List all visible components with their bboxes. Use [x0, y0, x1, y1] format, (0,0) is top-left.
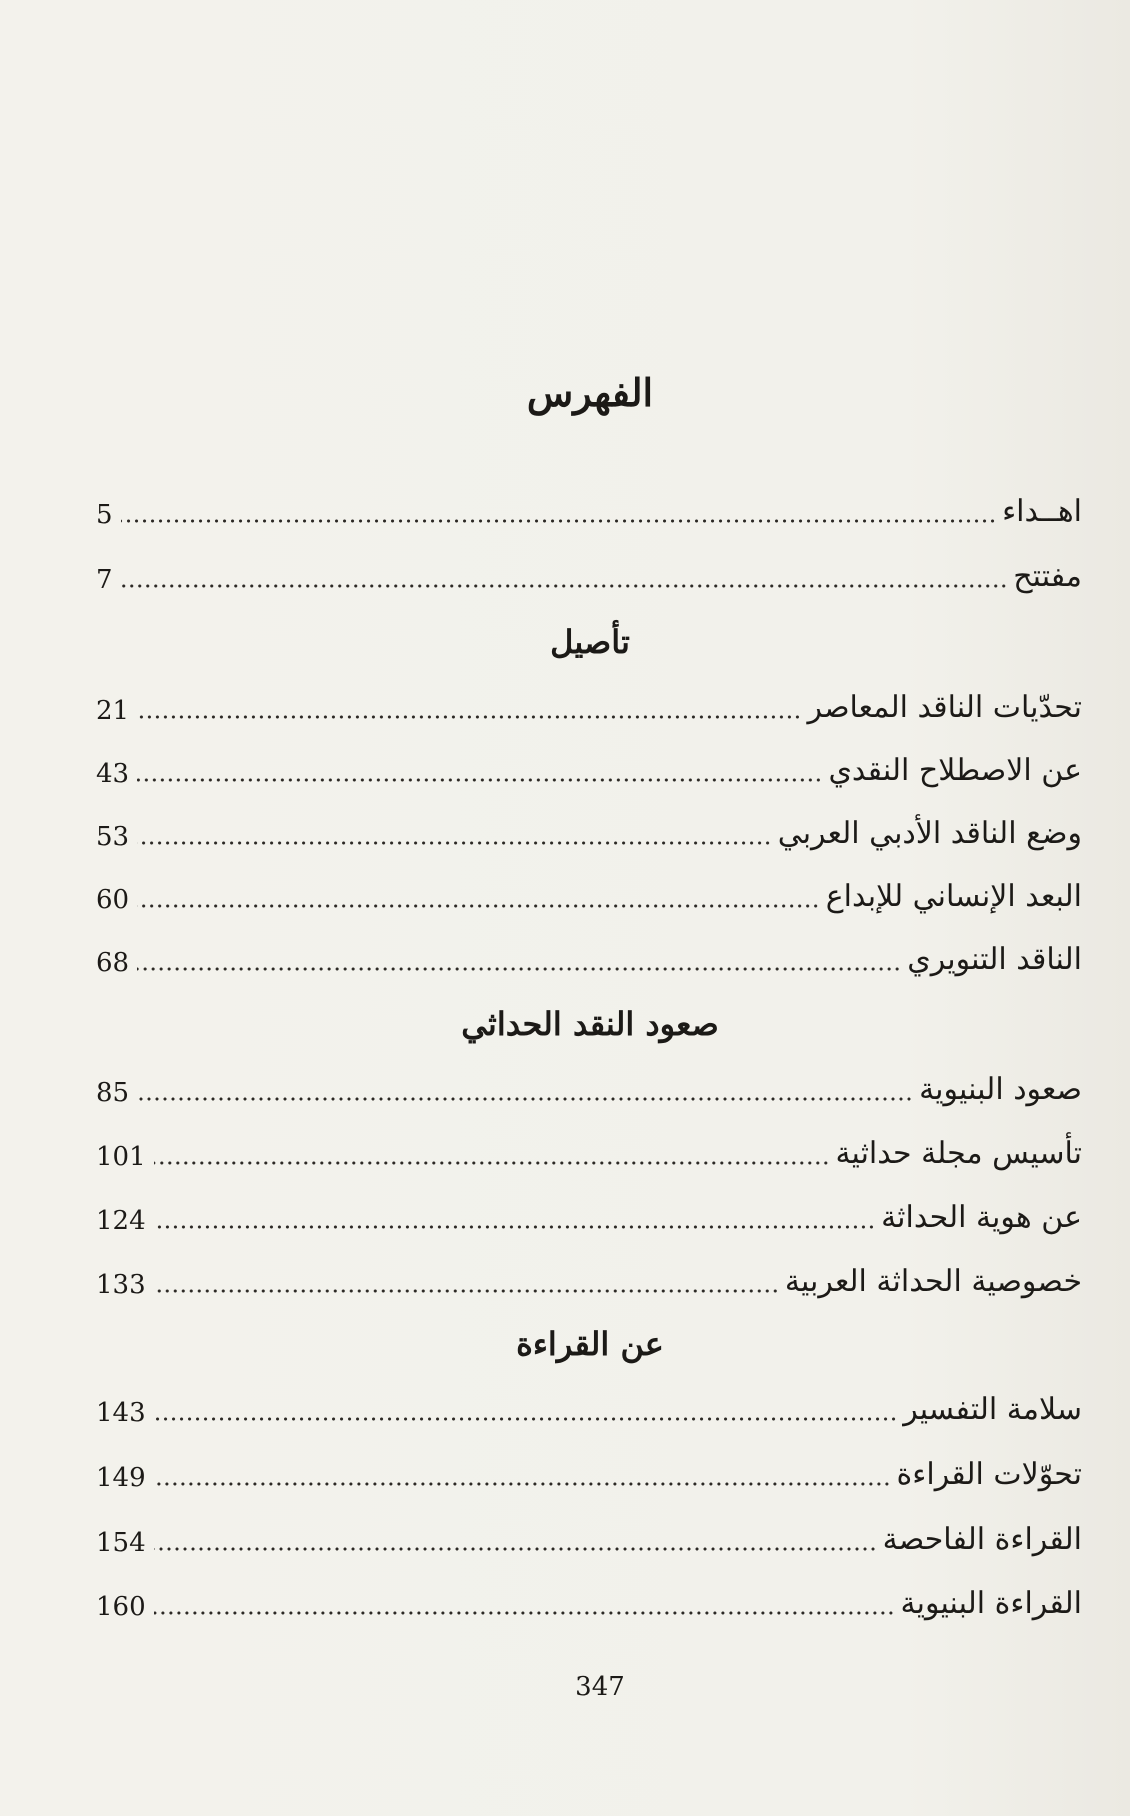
page-number: 85: [96, 1078, 130, 1108]
dot-leader: [154, 1288, 779, 1294]
toc-entry: [96, 1388, 1082, 1428]
entry-title: تحدّيات الناقد المعاصر: [807, 690, 1082, 725]
toc-entry: [96, 1518, 1082, 1558]
entry-title: تأسيس مجلة حداثية: [835, 1136, 1082, 1171]
entry-title: عن الاصطلاح النقدي: [828, 753, 1082, 788]
entry-title: القراءة البنيوية: [900, 1586, 1082, 1621]
toc-entry: [96, 1453, 1082, 1493]
toc-entry: [96, 749, 1082, 789]
dot-leader: [154, 1416, 898, 1422]
dot-leader: [137, 903, 820, 909]
page-number: 5: [96, 500, 113, 530]
entry-title: اهــداء: [1002, 494, 1082, 529]
dot-leader: [137, 777, 822, 783]
dot-leader: [137, 966, 901, 972]
page-number: 143: [96, 1398, 146, 1428]
page-number: 21: [96, 696, 130, 726]
dot-leader: [154, 1481, 891, 1487]
toc-entry: [96, 490, 1082, 530]
page-number: 133: [96, 1270, 146, 1300]
dot-leader: [137, 840, 772, 846]
dot-leader: [154, 1160, 830, 1166]
entry-title: الناقد التنويري: [907, 942, 1082, 977]
toc-entry: [96, 555, 1082, 595]
page-number: 149: [96, 1463, 146, 1493]
dot-leader: [154, 1546, 877, 1552]
page-number: 43: [96, 759, 130, 789]
dot-leader: [137, 714, 801, 720]
section-heading: عن القراءة: [516, 1325, 664, 1363]
entry-title: سلامة التفسير: [903, 1392, 1082, 1427]
section-heading: تأصيل: [550, 623, 630, 661]
page-number: 101: [96, 1142, 146, 1172]
toc-entry: [96, 938, 1082, 978]
section-heading: صعود النقد الحداثي: [461, 1005, 719, 1043]
toc-entry: [96, 812, 1082, 852]
page-number: 68: [96, 948, 130, 978]
page-number: 53: [96, 822, 130, 852]
page-number: 154: [96, 1528, 146, 1558]
page-number: 124: [96, 1206, 146, 1236]
toc-entry: [96, 1068, 1082, 1108]
entry-title: عن هوية الحداثة: [881, 1200, 1082, 1235]
page-number: 7: [96, 565, 113, 595]
dot-leader: [154, 1224, 875, 1230]
dot-leader: [137, 1096, 913, 1102]
toc-entry: [96, 1196, 1082, 1236]
entry-title: خصوصية الحداثة العربية: [784, 1264, 1082, 1299]
page-number: 60: [96, 885, 130, 915]
page-number: 160: [96, 1592, 146, 1622]
entry-title: صعود البنيوية: [919, 1072, 1082, 1107]
entry-title: مفتتح: [1013, 559, 1082, 594]
toc-entry: [96, 1582, 1082, 1622]
toc-entry: [96, 686, 1082, 726]
entry-title: القراءة الفاحصة: [882, 1522, 1082, 1557]
toc-entry: [96, 1132, 1082, 1172]
dot-leader: [154, 1610, 895, 1616]
page-footer-number: 347: [575, 1672, 625, 1702]
page-title: الفهرس: [526, 370, 654, 415]
entry-title: تحوّلات القراءة: [896, 1457, 1082, 1492]
toc-entry: [96, 875, 1082, 915]
entry-title: وضع الناقد الأدبي العربي: [777, 816, 1082, 851]
toc-entry: [96, 1260, 1082, 1300]
entry-title: البعد الإنساني للإبداع: [825, 879, 1082, 914]
dot-leader: [121, 518, 997, 524]
dot-leader: [121, 583, 1008, 589]
